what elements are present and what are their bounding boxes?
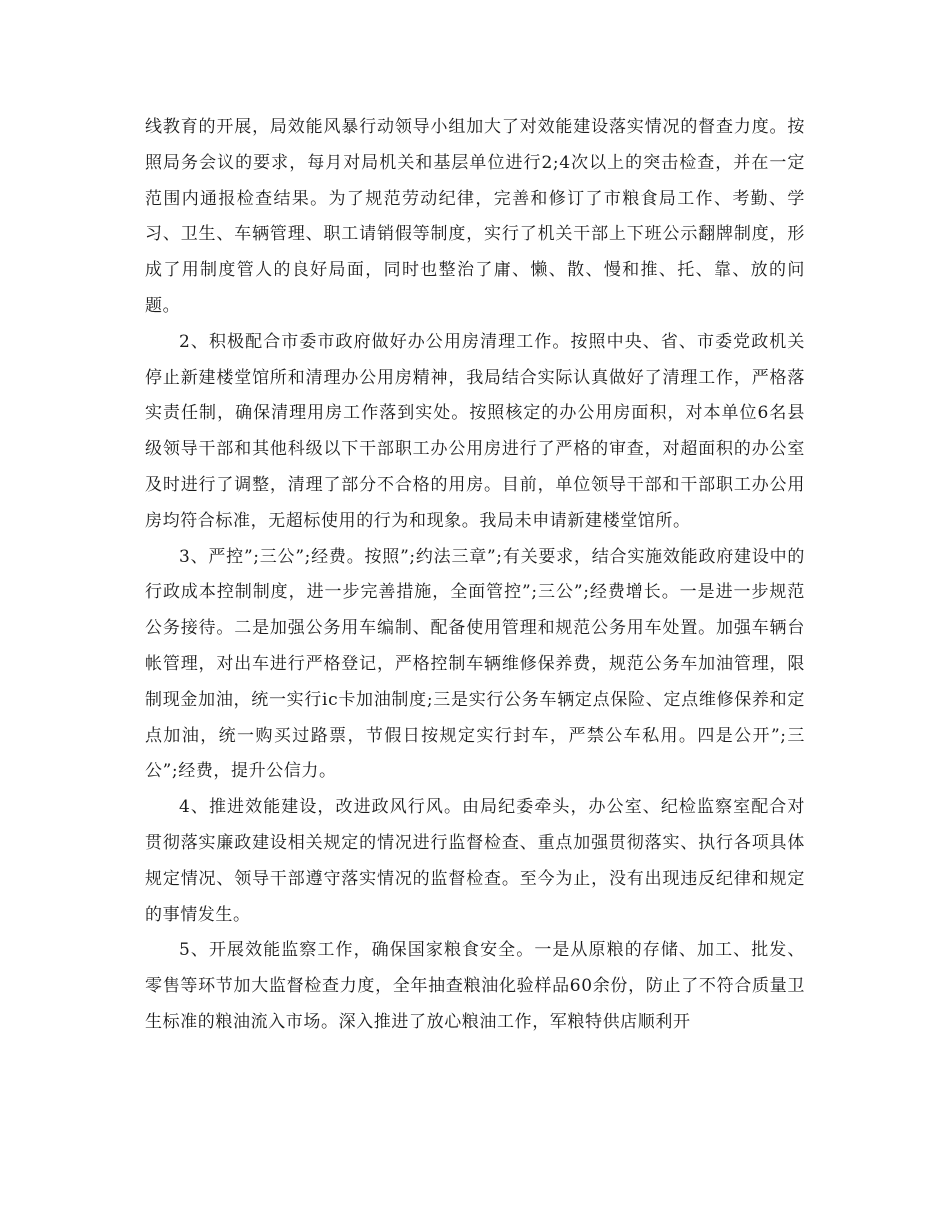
paragraph-4-efficiency-building: 4、推进效能建设，改进政风行风。由局纪委牵头，办公室、纪检监察室配合对贯彻落实廉政建设相关规定的情况进行监督检查、重点加强贯彻落实、执行各项具体规定情况、领导干部遵守落实情况的监督检查。至今为止，没有出现违反纪律和规定的事情发生。 [145,797,805,925]
document-page [145,110,805,1041]
paragraph-3-three-public-expenses: 3、严控”;三公”;经费。按照”;约法三章”;有关要求，结合实施效能政府建设中的行政成本控制制度，进一步完善措施，全面管控”;三公”;经费增长。一是进一步规范公务接待。二是加强公务用车编制、配备使用管理和规范公务用车处置。加强车辆台帐管理，对出车进行严格登记，严格控制车辆维修保养费，规范公务车加油管理，限制现金加油，统一实行ic卡加油制度;三是实行公务车辆定点保险、定点维修保养和定点加油，统一购买过路票，节假日按规定实行封车，严禁公车私用。四是公开”;三公”;经费，提升公信力。 [145,546,805,782]
paragraph-5-efficiency-supervision: 5、开展效能监察工作，确保国家粮食安全。一是从原粮的存储、加工、批发、零售等环节加大监督检查力度，全年抽查粮油化验样品60余份，防止了不符合质量卫生标准的粮油流入市场。深入推进了放心粮油工作，军粮特供店顺利开 [145,940,805,1032]
paragraph-2-office-space-cleanup: 2、积极配合市委市政府做好办公用房清理工作。按照中央、省、市委党政机关停止新建楼堂馆所和清理办公用房精神，我局结合实际认真做好了清理工作，严格落实责任制，确保清理用房工作落到实处。按照核定的办公用房面积，对本单位6名县级领导干部和其他科级以下干部职工办公用房进行了严格的审查，对超面积的办公室及时进行了调整，清理了部分不合格的用房。目前，单位领导干部和干部职工办公用房均符合标准，无超标使用的行为和现象。我局未申请新建楼堂馆所。 [145,331,805,531]
paragraph-1-continued: 线教育的开展，局效能风暴行动领导小组加大了对效能建设落实情况的督查力度。按照局务会议的要求，每月对局机关和基层单位进行2;4次以上的突击检查，并在一定范围内通报检查结果。为了规范劳动纪律，完善和修订了市粮食局工作、考勤、学习、卫生、车辆管理、职工请销假等制度，实行了机关干部上下班公示翻牌制度，形成了用制度管人的良好局面，同时也整治了庸、懒、散、慢和推、托、靠、放的问题。 [145,117,805,316]
